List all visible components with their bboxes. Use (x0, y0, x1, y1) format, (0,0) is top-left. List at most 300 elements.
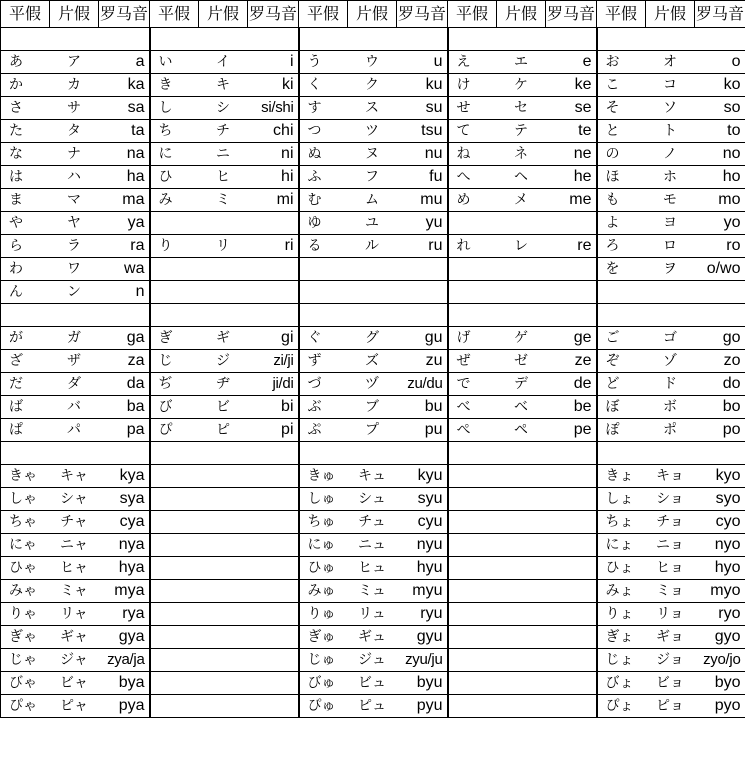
katakana-cell: ビ (199, 396, 248, 419)
hiragana-cell: じゃ (1, 649, 50, 672)
hiragana-cell: じゅ (299, 649, 348, 672)
katakana-cell: ミョ (646, 580, 695, 603)
katakana-cell: ゲ (497, 327, 546, 350)
table-row (1, 350, 745, 373)
katakana-cell: ヒュ (348, 557, 397, 580)
romaji-cell: byo (695, 672, 745, 695)
katakana-cell: ピャ (50, 695, 99, 718)
katakana-cell: ヒョ (646, 557, 695, 580)
romaji-cell: i (248, 51, 299, 74)
hiragana-cell: ぎょ (597, 626, 646, 649)
romaji-cell (397, 442, 448, 465)
romaji-cell (546, 695, 597, 718)
katakana-cell: ム (348, 189, 397, 212)
katakana-cell: ヤ (50, 212, 99, 235)
katakana-cell (497, 304, 546, 327)
hiragana-cell: み (150, 189, 199, 212)
romaji-cell: ki (248, 74, 299, 97)
hiragana-cell: び (150, 396, 199, 419)
romaji-cell (248, 626, 299, 649)
hiragana-cell: ぐ (299, 327, 348, 350)
hiragana-cell: みょ (597, 580, 646, 603)
katakana-cell: ウ (348, 51, 397, 74)
hiragana-cell (150, 488, 199, 511)
katakana-cell: シ (199, 97, 248, 120)
katakana-cell: ピョ (646, 695, 695, 718)
katakana-cell: ツ (348, 120, 397, 143)
katakana-cell: ジャ (50, 649, 99, 672)
romaji-cell: tsu (397, 120, 448, 143)
romaji-cell (695, 442, 745, 465)
katakana-cell: ギョ (646, 626, 695, 649)
romaji-cell (248, 649, 299, 672)
katakana-cell: ニュ (348, 534, 397, 557)
romaji-cell: hi (248, 166, 299, 189)
katakana-cell: ソ (646, 97, 695, 120)
katakana-cell (646, 304, 695, 327)
hiragana-cell: ば (1, 396, 50, 419)
romaji-cell: nu (397, 143, 448, 166)
hiragana-cell: て (448, 120, 497, 143)
katakana-cell: ユ (348, 212, 397, 235)
hiragana-cell (448, 534, 497, 557)
hiragana-cell: で (448, 373, 497, 396)
katakana-cell: ゾ (646, 350, 695, 373)
hiragana-cell (448, 672, 497, 695)
katakana-cell (497, 695, 546, 718)
katakana-cell (199, 488, 248, 511)
column-header-romaji: 罗马音 (546, 1, 597, 28)
hiragana-cell (448, 258, 497, 281)
table-row (1, 120, 745, 143)
romaji-cell: mo (695, 189, 745, 212)
hiragana-cell: にゃ (1, 534, 50, 557)
hiragana-cell: ろ (597, 235, 646, 258)
hiragana-cell: ぎゅ (299, 626, 348, 649)
katakana-cell: ナ (50, 143, 99, 166)
romaji-cell: rya (99, 603, 150, 626)
column-header-romaji: 罗马音 (248, 1, 299, 28)
hiragana-cell: む (299, 189, 348, 212)
katakana-cell (50, 28, 99, 51)
table-row (1, 557, 745, 580)
katakana-cell: パ (50, 419, 99, 442)
romaji-cell: ji/di (248, 373, 299, 396)
romaji-cell (248, 672, 299, 695)
hiragana-cell (448, 488, 497, 511)
hiragana-cell: そ (597, 97, 646, 120)
hiragana-cell: う (299, 51, 348, 74)
romaji-cell: hyo (695, 557, 745, 580)
katakana-cell (199, 212, 248, 235)
hiragana-cell: びょ (597, 672, 646, 695)
katakana-cell (50, 304, 99, 327)
hiragana-cell: きょ (597, 465, 646, 488)
romaji-cell: ra (99, 235, 150, 258)
hiragana-cell: を (597, 258, 646, 281)
katakana-cell: ア (50, 51, 99, 74)
table-row (1, 672, 745, 695)
katakana-cell: ギュ (348, 626, 397, 649)
katakana-cell: ン (50, 281, 99, 304)
table-row (1, 396, 745, 419)
katakana-cell (199, 258, 248, 281)
katakana-cell (199, 534, 248, 557)
romaji-cell: ya (99, 212, 150, 235)
romaji-cell: ru (397, 235, 448, 258)
romaji-cell: ba (99, 396, 150, 419)
hiragana-cell: る (299, 235, 348, 258)
hiragana-cell: げ (448, 327, 497, 350)
romaji-cell: o/wo (695, 258, 745, 281)
katakana-cell (199, 511, 248, 534)
hiragana-cell: きゃ (1, 465, 50, 488)
romaji-cell: da (99, 373, 150, 396)
katakana-cell: ワ (50, 258, 99, 281)
romaji-cell: yo (695, 212, 745, 235)
romaji-cell: fu (397, 166, 448, 189)
romaji-cell (546, 488, 597, 511)
katakana-cell: ブ (348, 396, 397, 419)
katakana-cell: ネ (497, 143, 546, 166)
hiragana-cell (299, 28, 348, 51)
romaji-cell: gi (248, 327, 299, 350)
katakana-cell: ダ (50, 373, 99, 396)
katakana-cell: ヘ (497, 166, 546, 189)
katakana-cell: ピュ (348, 695, 397, 718)
romaji-cell: ke (546, 74, 597, 97)
hiragana-cell: の (597, 143, 646, 166)
table-row (1, 649, 745, 672)
romaji-cell: zyu/ju (397, 649, 448, 672)
hiragana-cell: ま (1, 189, 50, 212)
romaji-cell (397, 281, 448, 304)
katakana-cell (497, 603, 546, 626)
katakana-cell (348, 304, 397, 327)
hiragana-cell (448, 580, 497, 603)
romaji-cell: gyo (695, 626, 745, 649)
romaji-cell: nyu (397, 534, 448, 557)
katakana-cell (497, 511, 546, 534)
katakana-cell: タ (50, 120, 99, 143)
hiragana-cell: ぞ (597, 350, 646, 373)
table-row (1, 488, 745, 511)
romaji-cell (248, 580, 299, 603)
katakana-cell: ジ (199, 350, 248, 373)
katakana-cell: ボ (646, 396, 695, 419)
hiragana-cell: が (1, 327, 50, 350)
katakana-cell: リャ (50, 603, 99, 626)
romaji-cell (546, 212, 597, 235)
romaji-cell: ha (99, 166, 150, 189)
romaji-cell (546, 534, 597, 557)
katakana-cell: リョ (646, 603, 695, 626)
katakana-cell: ギャ (50, 626, 99, 649)
romaji-cell: bi (248, 396, 299, 419)
hiragana-cell: な (1, 143, 50, 166)
hiragana-cell (299, 281, 348, 304)
katakana-cell: チ (199, 120, 248, 143)
romaji-cell: gya (99, 626, 150, 649)
hiragana-cell (150, 442, 199, 465)
romaji-cell (546, 304, 597, 327)
romaji-cell (99, 442, 150, 465)
hiragana-cell: へ (448, 166, 497, 189)
hiragana-cell: りゅ (299, 603, 348, 626)
hiragana-cell: ぬ (299, 143, 348, 166)
katakana-cell (497, 672, 546, 695)
katakana-cell: エ (497, 51, 546, 74)
katakana-cell: プ (348, 419, 397, 442)
romaji-cell: bya (99, 672, 150, 695)
hiragana-cell (150, 28, 199, 51)
katakana-cell (348, 258, 397, 281)
romaji-cell: go (695, 327, 745, 350)
romaji-cell: si/shi (248, 97, 299, 120)
romaji-cell: ka (99, 74, 150, 97)
katakana-cell: ド (646, 373, 695, 396)
romaji-cell (546, 442, 597, 465)
table-row (1, 51, 745, 74)
hiragana-cell: ぱ (1, 419, 50, 442)
katakana-cell (497, 557, 546, 580)
table-row (1, 603, 745, 626)
hiragana-cell: しゃ (1, 488, 50, 511)
column-header-romaji: 罗马音 (695, 1, 745, 28)
table-row (1, 534, 745, 557)
romaji-cell (546, 649, 597, 672)
hiragana-cell: り (150, 235, 199, 258)
hiragana-cell: き (150, 74, 199, 97)
romaji-cell (248, 603, 299, 626)
hiragana-cell (299, 258, 348, 281)
katakana-cell (497, 649, 546, 672)
katakana-cell: ニョ (646, 534, 695, 557)
romaji-cell: de (546, 373, 597, 396)
hiragana-cell (150, 511, 199, 534)
hiragana-cell: か (1, 74, 50, 97)
romaji-cell: pa (99, 419, 150, 442)
romaji-cell (546, 672, 597, 695)
romaji-cell: he (546, 166, 597, 189)
table-row (1, 166, 745, 189)
romaji-cell: n (99, 281, 150, 304)
romaji-cell: mu (397, 189, 448, 212)
katakana-cell: キュ (348, 465, 397, 488)
hiragana-cell: つ (299, 120, 348, 143)
romaji-cell (248, 557, 299, 580)
katakana-cell (348, 442, 397, 465)
romaji-cell: ko (695, 74, 745, 97)
katakana-cell: イ (199, 51, 248, 74)
hiragana-cell (150, 212, 199, 235)
hiragana-cell: ひゃ (1, 557, 50, 580)
hiragana-cell: ぺ (448, 419, 497, 442)
katakana-cell (199, 695, 248, 718)
table-row (1, 74, 745, 97)
hiragana-cell: い (150, 51, 199, 74)
katakana-cell (199, 557, 248, 580)
romaji-cell: ta (99, 120, 150, 143)
table-row (1, 695, 745, 718)
hiragana-cell: みゃ (1, 580, 50, 603)
hiragana-cell: きゅ (299, 465, 348, 488)
katakana-cell: ヨ (646, 212, 695, 235)
table-row (1, 327, 745, 350)
romaji-cell: su (397, 97, 448, 120)
katakana-cell: ガ (50, 327, 99, 350)
hiragana-cell (597, 442, 646, 465)
table-row (1, 97, 745, 120)
hiragana-cell (150, 649, 199, 672)
hiragana-cell: しょ (597, 488, 646, 511)
table-row (1, 580, 745, 603)
katakana-cell: ニャ (50, 534, 99, 557)
table-row (1, 626, 745, 649)
hiragana-cell: さ (1, 97, 50, 120)
hiragana-cell: ぢ (150, 373, 199, 396)
romaji-cell: te (546, 120, 597, 143)
katakana-cell (497, 281, 546, 304)
hiragana-cell (150, 258, 199, 281)
katakana-cell (348, 28, 397, 51)
romaji-cell: u (397, 51, 448, 74)
romaji-cell: nya (99, 534, 150, 557)
katakana-cell: モ (646, 189, 695, 212)
hiragana-cell: ぽ (597, 419, 646, 442)
katakana-cell: ヂ (199, 373, 248, 396)
hiragana-cell: しゅ (299, 488, 348, 511)
romaji-cell: mya (99, 580, 150, 603)
romaji-cell: yu (397, 212, 448, 235)
romaji-cell: e (546, 51, 597, 74)
column-header-hiragana: 平假 (448, 1, 497, 28)
table-row (1, 189, 745, 212)
romaji-cell: nyo (695, 534, 745, 557)
romaji-cell: ne (546, 143, 597, 166)
katakana-cell: ザ (50, 350, 99, 373)
katakana-cell: ヅ (348, 373, 397, 396)
table-row (1, 235, 745, 258)
romaji-cell: ro (695, 235, 745, 258)
hiragana-cell (448, 304, 497, 327)
hiragana-cell: す (299, 97, 348, 120)
romaji-cell: gu (397, 327, 448, 350)
katakana-cell: ヌ (348, 143, 397, 166)
hiragana-cell (448, 649, 497, 672)
katakana-cell (497, 580, 546, 603)
hiragana-cell (448, 465, 497, 488)
katakana-cell: オ (646, 51, 695, 74)
romaji-cell: syu (397, 488, 448, 511)
hiragana-cell: せ (448, 97, 497, 120)
katakana-cell: チャ (50, 511, 99, 534)
hiragana-cell: ひ (150, 166, 199, 189)
hiragana-cell (448, 603, 497, 626)
romaji-cell: hyu (397, 557, 448, 580)
hiragana-cell: びゅ (299, 672, 348, 695)
romaji-cell: pya (99, 695, 150, 718)
katakana-cell (199, 28, 248, 51)
table-row (1, 258, 745, 281)
hiragana-cell: ら (1, 235, 50, 258)
table-row (1, 212, 745, 235)
hiragana-cell (597, 281, 646, 304)
column-header-romaji: 罗马音 (397, 1, 448, 28)
katakana-cell: フ (348, 166, 397, 189)
katakana-cell: ゼ (497, 350, 546, 373)
katakana-cell: ル (348, 235, 397, 258)
hiragana-cell: ほ (597, 166, 646, 189)
hiragana-cell: ね (448, 143, 497, 166)
katakana-cell: ハ (50, 166, 99, 189)
romaji-cell: ma (99, 189, 150, 212)
romaji-cell: ge (546, 327, 597, 350)
hiragana-cell: みゅ (299, 580, 348, 603)
romaji-cell (546, 603, 597, 626)
romaji-cell (397, 304, 448, 327)
romaji-cell: myo (695, 580, 745, 603)
hiragana-cell (597, 28, 646, 51)
romaji-cell: zya/ja (99, 649, 150, 672)
romaji-cell: ho (695, 166, 745, 189)
hiragana-cell (448, 212, 497, 235)
hiragana-cell: と (597, 120, 646, 143)
katakana-cell: レ (497, 235, 546, 258)
hiragana-cell: ぴょ (597, 695, 646, 718)
hiragana-cell (299, 304, 348, 327)
romaji-cell (695, 281, 745, 304)
romaji-cell: be (546, 396, 597, 419)
romaji-cell: se (546, 97, 597, 120)
katakana-cell (199, 672, 248, 695)
romaji-cell (546, 281, 597, 304)
katakana-cell: マ (50, 189, 99, 212)
romaji-cell (99, 28, 150, 51)
table-row (1, 373, 745, 396)
romaji-cell: gyu (397, 626, 448, 649)
romaji-cell: ri (248, 235, 299, 258)
hiragana-cell: ぎゃ (1, 626, 50, 649)
romaji-cell: ku (397, 74, 448, 97)
hiragana-cell: びゃ (1, 672, 50, 695)
hiragana-cell: ふ (299, 166, 348, 189)
romaji-cell: re (546, 235, 597, 258)
hiragana-cell (150, 603, 199, 626)
romaji-cell: ze (546, 350, 597, 373)
katakana-cell: ギ (199, 327, 248, 350)
katakana-cell: ビュ (348, 672, 397, 695)
hiragana-cell: ぶ (299, 396, 348, 419)
romaji-cell: po (695, 419, 745, 442)
hiragana-cell (597, 304, 646, 327)
column-header-romaji: 罗马音 (99, 1, 150, 28)
romaji-cell: byu (397, 672, 448, 695)
katakana-cell: ペ (497, 419, 546, 442)
romaji-cell: kyo (695, 465, 745, 488)
hiragana-cell: じょ (597, 649, 646, 672)
romaji-cell: ni (248, 143, 299, 166)
hiragana-cell: べ (448, 396, 497, 419)
hiragana-cell: え (448, 51, 497, 74)
katakana-cell (497, 465, 546, 488)
katakana-cell: ベ (497, 396, 546, 419)
katakana-cell: ク (348, 74, 397, 97)
romaji-cell: wa (99, 258, 150, 281)
romaji-cell: ryu (397, 603, 448, 626)
romaji-cell: do (695, 373, 745, 396)
hiragana-cell: ど (597, 373, 646, 396)
